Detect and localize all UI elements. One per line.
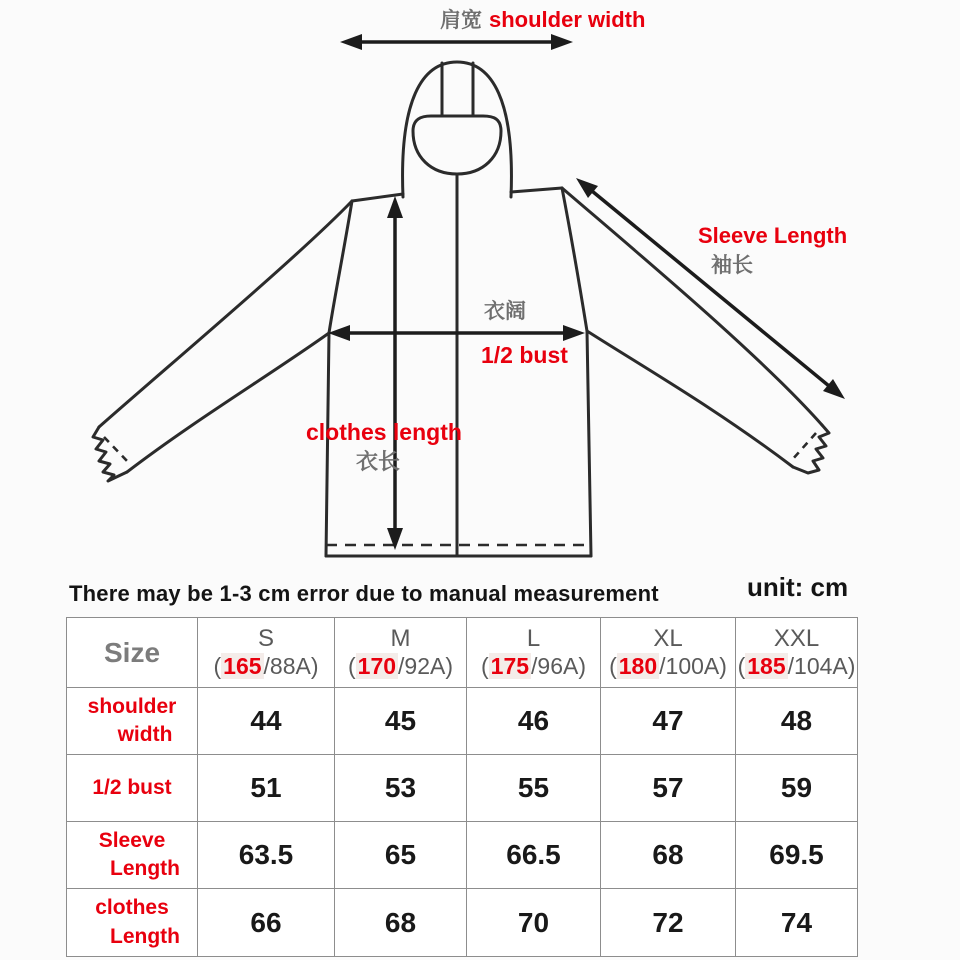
sleeve-length-label-en: Sleeve Length xyxy=(698,223,848,248)
clothes-length-xxl: 74 xyxy=(780,906,813,938)
spec-rest: /104A) xyxy=(787,652,856,679)
clothes-length-xl: 72 xyxy=(652,906,684,938)
clothes-length-m: 68 xyxy=(384,906,417,938)
height-value: 175 xyxy=(490,652,530,679)
table-row-shoulder-width xyxy=(67,688,858,755)
table-row-clothes-length xyxy=(67,889,858,957)
size-col-l xyxy=(467,618,601,688)
clothes-length-arrow xyxy=(387,196,403,550)
sleeve-length-xl: 68 xyxy=(652,839,684,870)
sleeve-length-xxl: 69.5 xyxy=(769,839,824,870)
shoulder-width-arrow xyxy=(340,34,573,50)
row-label-clothes-length xyxy=(67,889,198,957)
row-label-line1: 1/2 bust xyxy=(92,775,172,799)
row-label-line2: Length xyxy=(110,924,180,948)
shoulder-width-xl: 47 xyxy=(652,705,684,736)
spec-paren: ( xyxy=(480,652,489,679)
size-col-m xyxy=(335,618,467,688)
size-col-s xyxy=(198,618,335,688)
shoulder-width-l: 46 xyxy=(517,705,550,736)
sleeve-length-l: 66.5 xyxy=(506,839,561,870)
shoulder-width-xxl: 48 xyxy=(780,705,813,736)
height-value: 180 xyxy=(618,652,658,679)
clothes-length-label-en: clothes length xyxy=(306,419,462,445)
table-row-sleeve-length xyxy=(67,822,858,889)
size-label-l: L xyxy=(526,624,541,652)
row-label-sleeve-length xyxy=(67,822,198,889)
hoodie-outline xyxy=(93,62,829,556)
clothes-length-l: 70 xyxy=(517,906,550,938)
sleeve-length-s: 63.5 xyxy=(238,839,294,870)
spec-rest: /96A) xyxy=(531,652,587,679)
shoulder-width-m: 45 xyxy=(384,705,417,736)
half-bust-l: 55 xyxy=(517,772,550,803)
spec-paren: ( xyxy=(213,652,222,679)
half-bust-xl: 57 xyxy=(652,772,684,803)
size-corner-cell xyxy=(67,618,198,688)
spec-rest: /100A) xyxy=(659,652,727,679)
unit-note: unit: cm xyxy=(747,572,849,602)
half-bust-xxl: 59 xyxy=(780,772,813,803)
spec-paren: ( xyxy=(609,652,617,679)
sleeve-length-m: 65 xyxy=(384,839,417,870)
size-label-m: M xyxy=(390,624,411,652)
size-label-s: S xyxy=(257,624,274,652)
half-bust-m: 53 xyxy=(384,772,417,803)
size-table xyxy=(66,617,858,957)
sleeve-length-arrow xyxy=(576,178,848,399)
half-bust-s: 51 xyxy=(250,772,282,803)
measurement-error-note: There may be 1-3 cm error due to manual measurement xyxy=(69,581,659,606)
height-value: 170 xyxy=(357,652,397,679)
clothes-length-label-cn: 衣长 xyxy=(356,449,401,474)
spec-rest: /88A) xyxy=(263,652,319,679)
height-value: 165 xyxy=(223,652,262,679)
spec-paren: ( xyxy=(737,652,746,679)
size-corner-label: Size xyxy=(103,636,161,668)
sleeve-length-label-cn: 袖长 xyxy=(711,254,753,277)
size-table-header-row xyxy=(67,618,858,688)
half-bust-label-cn: 衣阔 xyxy=(484,300,526,323)
size-col-xxl xyxy=(736,618,858,688)
row-label-line1: Sleeve xyxy=(98,828,166,852)
table-row-half-bust xyxy=(67,755,858,822)
size-col-xl xyxy=(601,618,736,688)
spec-paren: ( xyxy=(347,652,356,679)
shoulder-width-s: 44 xyxy=(250,705,282,736)
shoulder-width-label-en: shoulder width xyxy=(489,7,646,32)
height-value: 185 xyxy=(747,652,786,679)
row-label-half-bust xyxy=(67,755,198,822)
row-label-line2: width xyxy=(117,723,173,746)
row-label-shoulder-width xyxy=(67,688,198,755)
size-label-xl: XL xyxy=(653,624,683,652)
half-bust-label-en: 1/2 bust xyxy=(481,342,568,368)
shoulder-width-label-cn: 肩宽 xyxy=(440,9,482,32)
size-label-xxl: XXL xyxy=(773,624,820,652)
clothes-length-s: 66 xyxy=(250,906,282,938)
spec-rest: /92A) xyxy=(398,652,454,679)
row-label-line1: shoulder xyxy=(87,694,177,718)
row-label-line1: clothes xyxy=(95,896,169,920)
row-label-line2: Length xyxy=(110,857,180,880)
